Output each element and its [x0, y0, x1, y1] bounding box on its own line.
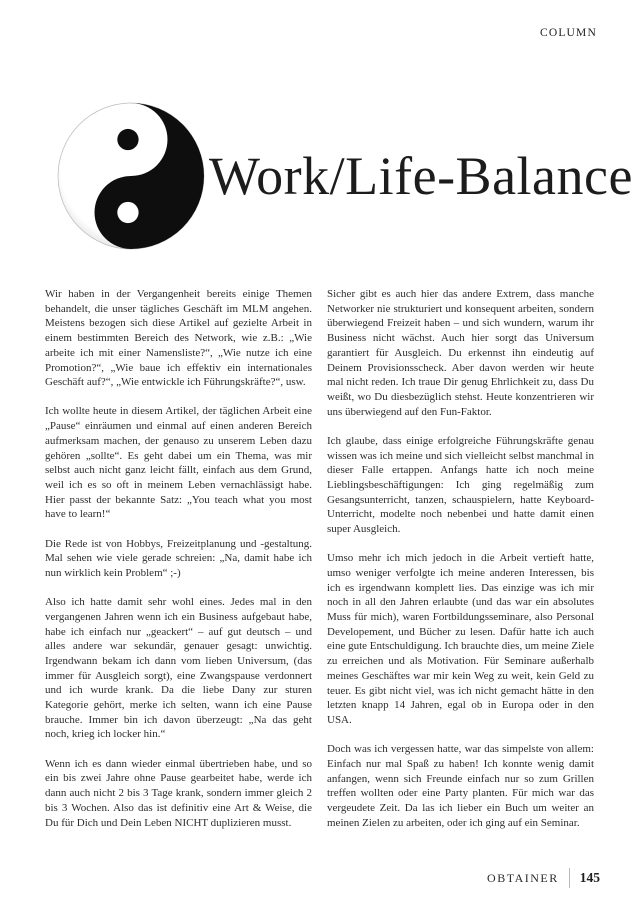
page-number: 145 — [579, 870, 600, 885]
paragraph: Ich glaube, dass einige erfolgreiche Führungskräfte genau wissen was ich meine und sich vielleicht selbst manchmal in dieser Falle ertappen. Anfangs hatte ich noch meine Lieblingsbeschäftigungen: Ich ging regelmäßig zum Gesangsunterricht, tanzen, schauspielern, hatte Keyboard-Unterricht, modelte noch nebenbei und hatte damit einen super Ausgleich. — [327, 434, 594, 536]
footer-divider — [569, 868, 570, 888]
paragraph: Ich wollte heute in diesem Artikel, der täglichen Arbeit eine „Pause“ einräumen und einmal auf einen anderen Bereich aufmerksam machen, der genauso zu unserem Leben dazu gehören „sollte“. Es geht dabei um ein Thema, was mir selbst auch nicht ganz leicht fällt, einfach aus dem Grund, weil ich es so oft in meinem Leben vernachlässigt habe. Hier passt der bekannte Satz: „You teach what you most have to learn!“ — [45, 405, 312, 521]
paragraph: Die Rede ist von Hobbys, Freizeitplanung und -gestaltung. Mal sehen wie viele gerade schreien: „Na, damit habe ich nun wirklich kein Problem“ ;-) — [45, 537, 312, 579]
section-label: COLUMN — [539, 27, 597, 39]
paragraph: Umso mehr ich mich jedoch in die Arbeit vertieft hatte, umso weniger verfolgte ich meine anderen Interessen, bis ich es irgendwann komplett lies. Das einzige was ich mir noch in all den Jahren erlaubte (und das war ein absolutes Muss für mich), waren Fortbildungsseminare, also Personal Developement, und Bücher zu lesen. Dafür hatte ich auch eine gute Entschuldigung. Ich brauchte dies, um meine Ziele zu erreichen und als Motivation. Für Seminare außerhalb meines Geschäftes war mir kein Weg zu weit, kein Geld zu teuer. Es gibt nicht viel, was ich nicht gemacht hätte in den letzten knapp 14 Jahren, egal ob in Europa oder in den USA. — [327, 552, 594, 726]
paragraph: Doch was ich vergessen hatte, war das simpelste von allem: Einfach nur mal Spaß zu haben! Ich konnte wenig damit anfangen, wenn sich Freunde einfach nur so zum Grillen treffen wollten oder eine Party planten. Für mich war das vergeudete Zeit. Da las ich lieber ein Buch um weiter an meinen Zielen zu arbeiten, oder ich ging auf ein Seminar. — [327, 743, 594, 829]
paragraph: Sicher gibt es auch hier das andere Extrem, dass manche Networker nie strukturiert und konsequent arbeiten, sondern überwiegend Freizeit haben – und sich wundern, warum ihr Business nicht wächst. Auch hier sorgt das Universum garantiert für Ausgleich. Du erkennst ihn eindeutig auf Deinem Provisionsscheck. Aber davon werden wir heute mal nicht reden. Ich traue Dir genug Ehrlichkeit zu, dass Du weißt, wo Du diesbezüglich stehst. Heute konzentrieren wir uns überwiegend auf den Fun-Faktor. — [327, 288, 594, 418]
article-body — [45, 287, 594, 845]
page-title: Work/Life-Balance — [209, 146, 633, 206]
paragraph: Wenn ich es dann wieder einmal übertrieben habe, und so ein bis zwei Jahre ohne Pause gearbeitet habe, werde ich dann auch nicht 2 bis 3 Tage krank, sondern immer gleich 2 bis 3 Wochen. Also das ist definitiv eine Art & Weise, die Du für Dich und Dein Leben NICHT duplizieren musst. — [45, 757, 312, 829]
title-row — [55, 99, 633, 253]
article-right-column — [327, 287, 594, 845]
paragraph: Also ich hatte damit sehr wohl eines. Jedes mal in den vergangenen Jahren wenn ich ein Business aufgebaut habe, habe ich einfach nur „geackert“ – auf gut deutsch – und alles andere war sekundär, genauer gesagt: unwichtig. Irgendwann bekam ich dann vom lieben Universum, (das immer für Ausgleich sorgt), eine Zwangspause verdonnert und ich wurde krank. Da die liebe Dany zur sturen Kategorie gehört, merke ich selten, wann ich eine Pause brauche. Immer bin ich davon überzeugt: „Na das geht noch, krieg ich locker hin.“ — [45, 596, 312, 741]
article-left-column — [45, 287, 312, 845]
page-footer — [487, 868, 600, 888]
magazine-name: OBTAINER — [487, 870, 559, 885]
yin-yang-icon — [55, 100, 207, 252]
paragraph: Wir haben in der Vergangenheit bereits einige Themen behandelt, die unser tägliches Geschäft im MLM angehen. Meistens bezogen sich diese Artikel auf gezielte Arbeit in einem bestimmten Bereich des Network, wie z.B.: „Wie arbeite ich mit einer Namensliste?“, „Wie nutze ich eine Promotion?“, „Wie baue ich effektiv ein internationales Geschäft auf?“, „Wie entwickle ich Führungskräfte?“, usw. — [45, 288, 312, 389]
